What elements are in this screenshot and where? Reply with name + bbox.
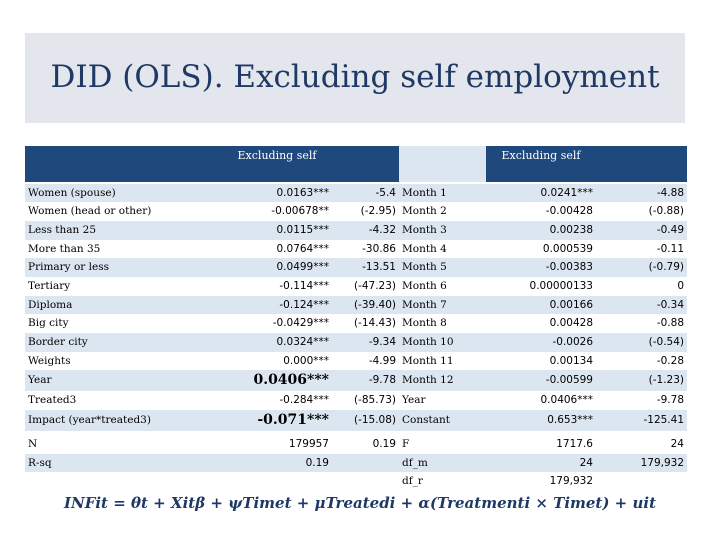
row-coefficient-right: 0.00428 [549,317,593,330]
row-label: Treated3 [28,394,77,407]
row-label-right: F [402,438,410,451]
table-row [25,370,687,391]
row-label-right: Constant [399,410,486,431]
row-coefficient-right: 1717.6 [556,438,593,451]
row-label: R-sq [25,454,222,473]
row-coefficient-right: 0.0406*** [540,394,593,407]
row-t-stat-right: 179,932 [596,454,687,473]
row-label-right: Month 12 [399,370,486,391]
table-row [25,221,687,240]
row-coefficient-right: 0.000539 [542,242,593,255]
row-label: Impact (year*treated3) [25,410,222,431]
table-row [25,296,687,315]
row-t-stat-right: -0.34 [596,296,687,315]
row-coefficient-right: 179,932 [549,475,593,488]
row-label: Big city [28,317,69,330]
row-t-stat: 0.19 [372,438,396,451]
row-t-stat-right: -125.41 [596,410,687,431]
row-coefficient: 0.0764*** [276,242,329,255]
row-label [25,472,222,491]
row-label: Primary or less [25,258,222,277]
table-row [25,184,687,203]
row-label-right: df_m [399,454,486,473]
row-coefficient: -0.0429*** [272,317,329,330]
table-row [25,454,687,473]
title-band [25,33,685,123]
row-t-stat: -9.78 [332,370,399,391]
row-t-stat: -4.99 [368,354,396,367]
row-label: Women (head or other) [28,205,152,218]
row-coefficient-right: 0.00134 [549,354,593,367]
table-row [25,258,687,277]
row-t-stat: (-85.73) [353,394,396,407]
row-coefficient [222,472,332,491]
page-title: DID (OLS). Excluding self employment [50,59,660,95]
header-blank-left [25,146,222,182]
row-label-right: Month 5 [399,258,486,277]
row-t-stat-right [596,472,687,491]
row-t-stat-right: -0.49 [596,221,687,240]
row-coefficient: -0.284*** [279,394,329,407]
row-t-stat-right: -0.11 [656,242,684,255]
table-row [25,352,687,371]
table-row [25,391,687,410]
row-label-right: Month 7 [399,296,486,315]
table-row [25,240,687,259]
row-coefficient-right: -0.00383 [486,258,596,277]
row-label-right: Year [402,394,426,407]
row-label: Weights [28,354,71,367]
row-label: Diploma [25,296,222,315]
regression-table [25,146,687,491]
row-t-stat-right: -4.88 [596,184,687,203]
row-label-right: Month 3 [399,221,486,240]
row-coefficient: 0.0163*** [222,184,332,203]
table-row [25,472,687,491]
row-coefficient-right: 0.00000133 [529,279,593,292]
row-coefficient: -0.071*** [222,410,332,431]
row-label-right: Month 8 [402,317,447,330]
table-row [25,277,687,296]
row-label: Less than 25 [25,221,222,240]
row-t-stat-right: 0 [677,279,684,292]
row-coefficient: 0.000*** [283,354,329,367]
row-label-right: Month 2 [402,205,447,218]
row-label: N [28,438,38,451]
row-label-right: Month 11 [402,354,454,367]
row-t-stat: -4.32 [332,221,399,240]
header-excluding-self-left: Excluding self [222,146,332,182]
table-row [25,333,687,352]
row-t-stat: -5.4 [332,184,399,203]
row-t-stat: -13.51 [332,258,399,277]
table-row [25,202,687,221]
row-label-right: Month 4 [402,242,447,255]
row-coefficient: 0.0115*** [222,221,332,240]
row-t-stat [332,454,399,473]
row-t-stat-right: -0.28 [656,354,684,367]
row-t-stat [332,472,399,491]
row-coefficient: 0.0324*** [222,333,332,352]
row-t-stat: (-39.40) [332,296,399,315]
row-coefficient-right: 0.00238 [486,221,596,240]
header-blank-mid [332,146,399,182]
row-coefficient-right: 0.653*** [486,410,596,431]
row-coefficient-right: -0.00599 [486,370,596,391]
row-t-stat-right: (-0.88) [648,205,684,218]
row-label: Women (spouse) [25,184,222,203]
row-t-stat: (-2.95) [360,205,396,218]
row-label-right: Month 6 [402,279,447,292]
row-label: Year [25,370,222,391]
row-t-stat: -30.86 [362,242,396,255]
row-t-stat-right: 24 [670,438,684,451]
row-coefficient: -0.114*** [279,279,329,292]
row-coefficient: -0.124*** [222,296,332,315]
model-equation: INFit = θt + Xitβ + ψTimet + μTreatedi + α(Treatmenti × Timet) + uit [63,494,657,512]
row-t-stat-right: (-1.23) [596,370,687,391]
row-coefficient: 0.0406*** [222,370,332,391]
row-coefficient-right: 24 [486,454,596,473]
row-label-right: Month 1 [399,184,486,203]
row-coefficient: 179957 [288,438,329,451]
row-t-stat: (-15.08) [332,410,399,431]
header-blank-light [399,146,486,182]
row-label: More than 35 [28,242,101,255]
row-t-stat: (-14.43) [353,317,396,330]
row-t-stat: -9.34 [332,333,399,352]
row-t-stat-right: -9.78 [656,394,684,407]
row-coefficient-right: -0.0026 [486,333,596,352]
table-body [25,184,687,492]
header-excluding-self-right: Excluding self [486,146,596,182]
table-row [25,410,687,431]
table-row [25,314,687,333]
table-header-row [25,146,687,182]
row-coefficient-right: -0.00428 [545,205,593,218]
row-label: Tertiary [28,279,71,292]
row-label-right: Month 10 [399,333,486,352]
row-t-stat-right: -0.88 [656,317,684,330]
row-t-stat-right: (-0.54) [596,333,687,352]
row-label-right: df_r [402,475,423,488]
table-row [25,435,687,454]
row-coefficient: -0.00678** [271,205,329,218]
row-coefficient-right: 0.00166 [486,296,596,315]
row-t-stat: (-47.23) [353,279,396,292]
row-coefficient-right: 0.0241*** [486,184,596,203]
row-coefficient: 0.19 [222,454,332,473]
header-blank-right [596,146,687,182]
row-t-stat-right: (-0.79) [596,258,687,277]
row-coefficient: 0.0499*** [222,258,332,277]
row-label: Border city [25,333,222,352]
